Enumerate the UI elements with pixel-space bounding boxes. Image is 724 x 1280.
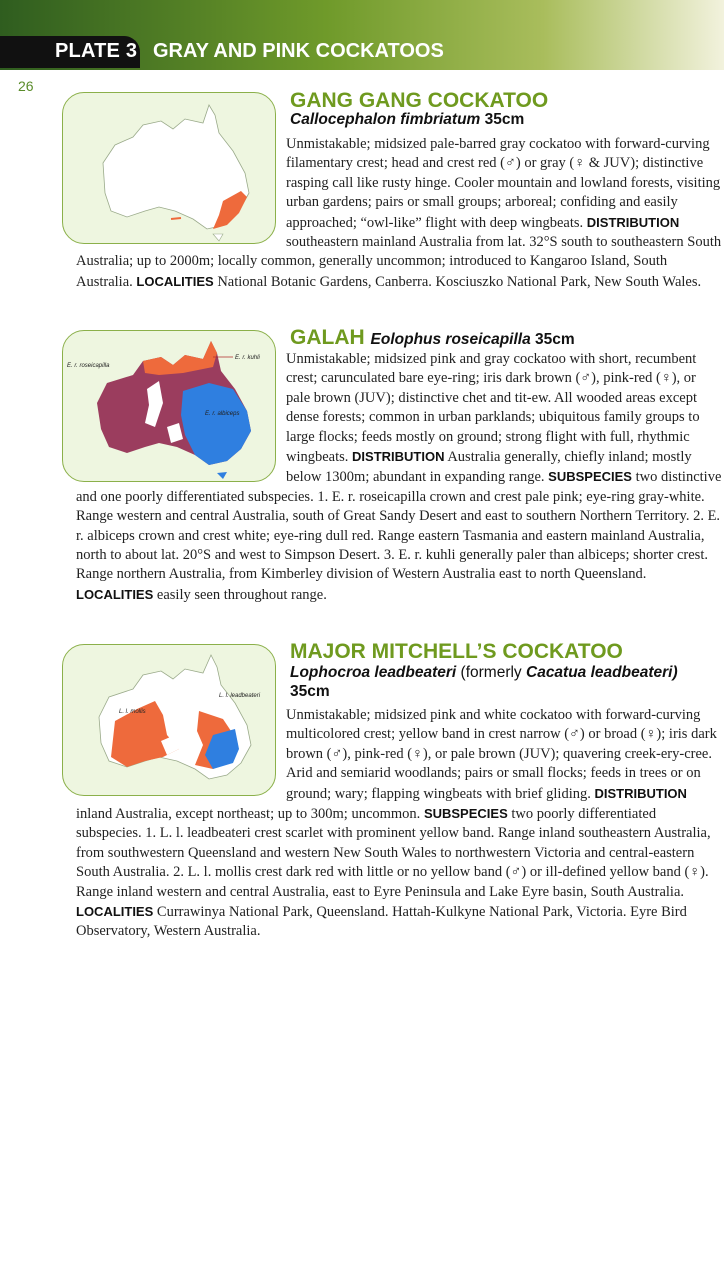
plate-label: PLATE 3 <box>55 40 138 62</box>
species-title: MAJOR MITCHELL’S COCKATOO <box>290 640 623 663</box>
plate-title: GRAY AND PINK COCKATOOS <box>153 40 444 62</box>
species-scientific-name: Eolophus roseicapilla <box>370 331 531 348</box>
species-size: 35cm <box>535 331 575 348</box>
species-description: Unmistakable; midsized pink and gray cockatoo with short, recumbent crest; carunculated bare eye-ring; iris dark brown (♂), pink-red (♀), or pale brown (JUV); distinctive chet and tit-ew. All wooded areas except dense forests; common in urban parklands; ubiquitous family groups to large flocks; feeds mostly on ground; strong flight with full, rhythmic wingbeats. DISTRIBUTION Australia generally, chiefly inland; mostly below 1300m; abundant in expanding range. SUBSPECIES two distinctive and one poorly differentiated subspecies. 1. E. r. roseicapilla crown and crest pale pink; eye-ring gray-white. Range western and central Australia, south of Great Sandy Desert and east to southern Northern Territory. 2. E. r. albiceps crown and crest white; eye-ring dull red. Range eastern Tasmania and eastern mainland Australia, north to about lat. 20°S and west to Simpson Desert. 3. E. r. kuhli generally paler than albiceps; shorter crest. Range northern Australia, from Kimberley division of Western Australia east to north Queensland. LOCALITIES easily seen throughout range. <box>76 351 722 603</box>
species-size: 35cm <box>290 683 330 700</box>
species-scientific-line: Callocephalon fimbriatum 35cm <box>290 111 525 128</box>
species-title: GALAH <box>290 326 365 349</box>
species-scientific-line: Lophocroa leadbeateri (formerly Cacatua leadbeateri) <box>290 664 678 681</box>
page-number: 26 <box>18 78 34 94</box>
map-label-leadbeateri: L. l. leadbeateri <box>219 693 261 699</box>
map-label-roseicapilla: E. r. roseicapilla <box>67 363 110 369</box>
species-title-line <box>290 326 575 350</box>
map-label-mollis: L. l. mollis <box>119 709 146 715</box>
species-description: Unmistakable; midsized pink and white cockatoo with forward-curving multicolored crest; yellow band in crest narrow (♂) or broad (♀); iris dark brown (♂), pink-red (♀), or pale brown (JUV); quavering creek-ery-cree. Arid and semiarid woodlands; pairs or small flocks; feeds in trees or on ground; wary; flapping wingbeats with brief gliding. DISTRIBUTION inland Australia, except northeast; up to 300m; uncommon. SUBSPECIES two poorly differentiated subspecies. 1. L. l. leadbeateri crest scarlet with prominent yellow band. Range inland southeastern Australia, from southwestern Queensland and western New South Wales to northwestern Victoria and central-eastern South Australia. 2. L. l. mollis crest dark red with little or no yellow band (♂) or ill-defined yellow band (♀). Range inland western and central Australia, east to Eyre Peninsula and Lake Eyre basin, South Australia. LOCALITIES Currawinya National Park, Queensland. Hattah-Kulkyne National Park, Victoria. Eyre Bird Observatory, Western Australia. <box>76 707 717 940</box>
species-title: GANG GANG COCKATOO <box>290 89 549 112</box>
map-label-kuhli: E. r. kuhli <box>235 355 260 361</box>
species-description: Unmistakable; midsized pale-barred gray cockatoo with forward-curving filamentary crest; head and crest red (♂) or gray (♀ & JUV); distinctive rasping call like rusty hinge. Cooler mountain and lowland forests, visiting urban gardens; pairs or small groups; arboreal; confiding and easily approached; “owl-like” flight with deep wingbeats. DISTRIBUTION southeastern mainland Australia from lat. 32°S south to southeastern South Australia; up to 2000m; locally common, generally uncommon; introduced to Kangaroo Island, South Australia. LOCALITIES National Botanic Gardens, Canberra. Kosciuszko National Park, New South Wales. <box>76 136 722 290</box>
map-label-albiceps: E. r. albiceps <box>205 411 240 417</box>
